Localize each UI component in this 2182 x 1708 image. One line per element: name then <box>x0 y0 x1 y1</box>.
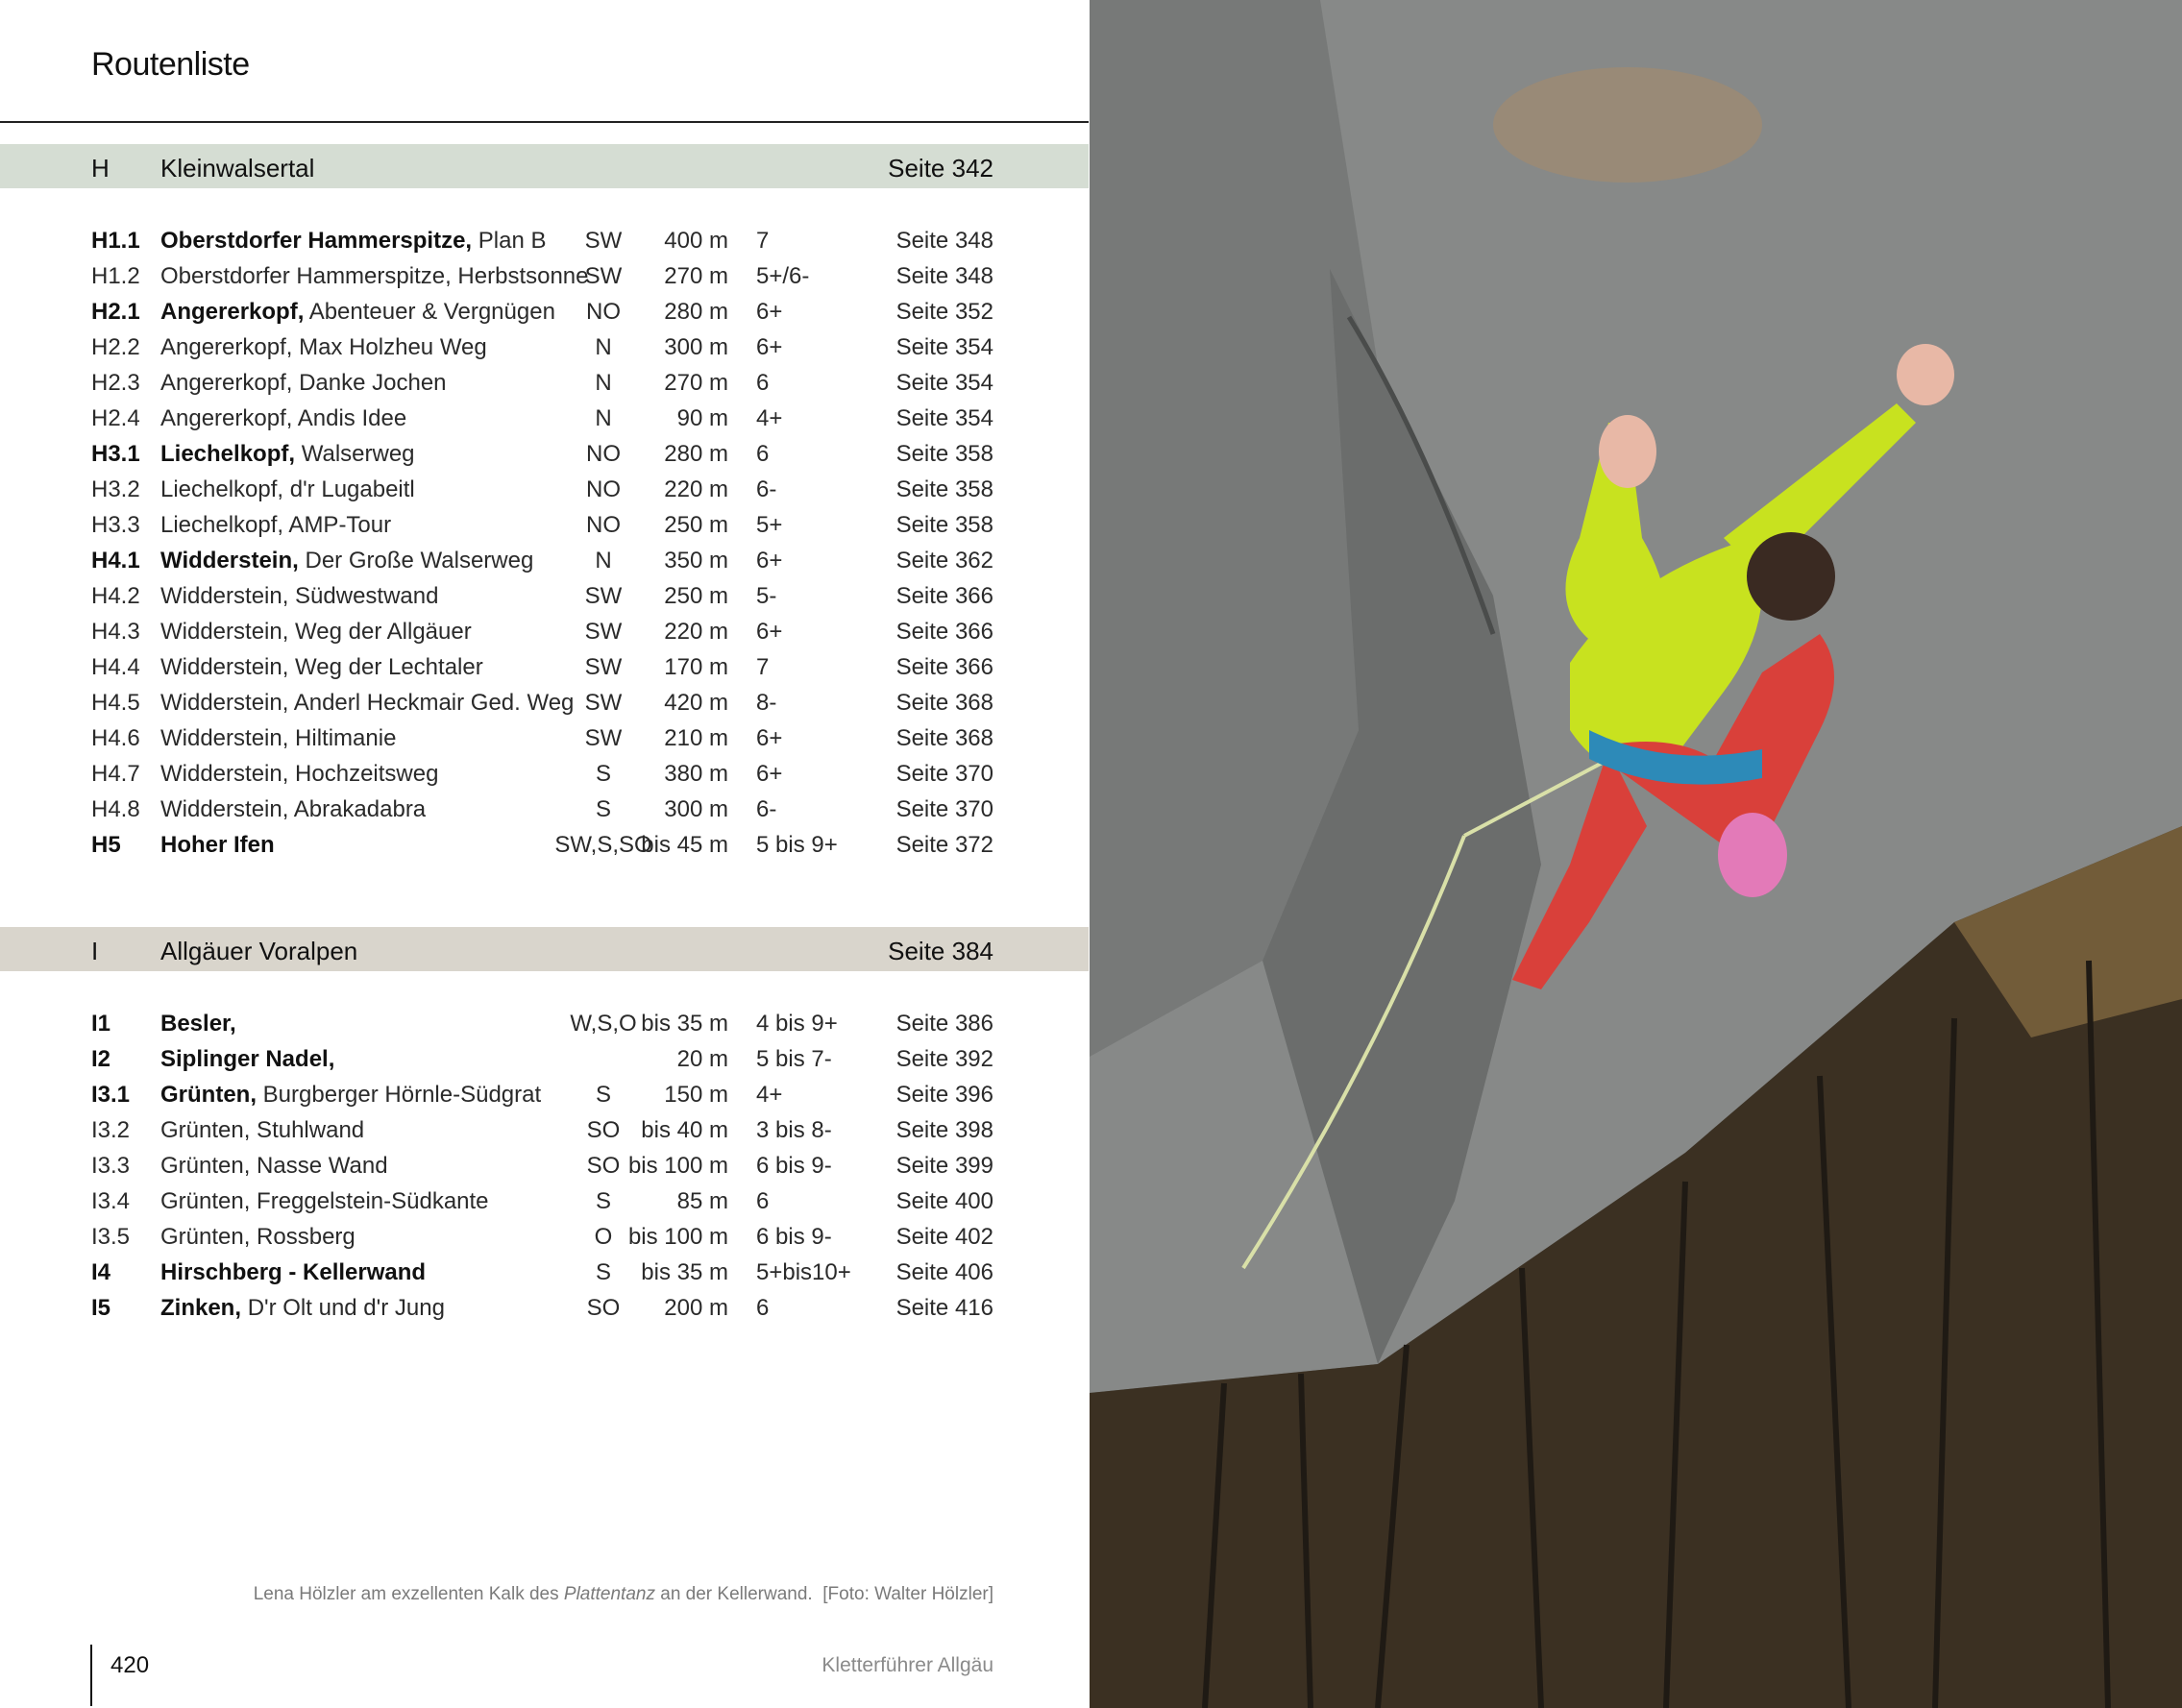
route-direction: N <box>595 548 612 573</box>
route-name <box>160 1112 364 1148</box>
route-title: Liechelkopf, d'r Lugabeitl <box>160 476 415 502</box>
route-direction: N <box>595 370 612 396</box>
route-page: Seite 370 <box>895 761 993 787</box>
route-grade: 5+ <box>756 512 783 538</box>
route-id: H5 <box>91 832 121 858</box>
route-grade: 7 <box>756 228 770 254</box>
route-row <box>0 756 1089 792</box>
route-page: Seite 396 <box>895 1082 993 1108</box>
route-grade: 6 <box>756 441 770 467</box>
route-id: I3.1 <box>91 1082 131 1108</box>
route-title: Abenteuer & Vergnügen <box>308 299 555 325</box>
section-code: H <box>91 154 110 183</box>
route-title: Angererkopf, Danke Jochen <box>160 370 447 396</box>
route-name <box>160 1041 334 1077</box>
route-row <box>0 294 1089 329</box>
route-grade: 5- <box>756 583 777 609</box>
route-grade: 4 bis 9+ <box>756 1011 838 1037</box>
route-row <box>0 1077 1089 1112</box>
route-length: 200 m <box>664 1295 728 1321</box>
route-massif: Zinken, <box>160 1295 242 1321</box>
route-name <box>160 792 426 827</box>
route-massif: Liechelkopf, <box>160 441 296 467</box>
caption-text: Lena Hölzler am exzellenten Kalk des <box>253 1584 559 1604</box>
section-code: I <box>91 937 99 965</box>
route-grade: 6+ <box>756 725 783 751</box>
route-direction: NO <box>586 299 621 325</box>
route-title: D'r Olt und d'r Jung <box>247 1295 445 1321</box>
route-name <box>160 294 555 329</box>
route-id: H4.6 <box>91 725 140 751</box>
route-row <box>0 685 1089 720</box>
route-length: 270 m <box>664 370 728 396</box>
route-length: bis 35 m <box>641 1011 728 1037</box>
route-title: Widderstein, Südwestwand <box>160 583 439 609</box>
route-name <box>160 685 574 720</box>
route-page: Seite 386 <box>895 1011 993 1037</box>
route-title: Grünten, Freggelstein-Südkante <box>160 1188 489 1214</box>
route-name <box>160 401 406 436</box>
route-direction: SW <box>584 583 623 609</box>
route-id: H1.1 <box>91 228 140 254</box>
route-name <box>160 365 447 401</box>
route-name <box>160 436 415 472</box>
route-massif: Siplinger Nadel, <box>160 1046 335 1072</box>
route-id: H4.4 <box>91 654 140 680</box>
route-row <box>0 1041 1089 1077</box>
route-length: 270 m <box>664 263 728 289</box>
route-length: 210 m <box>664 725 728 751</box>
route-row <box>0 827 1089 863</box>
route-row <box>0 1219 1089 1255</box>
route-title: Grünten, Rossberg <box>160 1224 355 1250</box>
route-massif: Grünten, <box>160 1082 257 1108</box>
route-page: Seite 358 <box>895 476 993 502</box>
route-direction: SO <box>586 1295 621 1321</box>
route-page: Seite 348 <box>895 263 993 289</box>
route-direction: NO <box>586 441 621 467</box>
route-length: bis 35 m <box>641 1259 728 1285</box>
route-row <box>0 1006 1089 1041</box>
route-id: I5 <box>91 1295 111 1321</box>
route-length: 20 m <box>676 1046 728 1072</box>
route-length: bis 45 m <box>641 832 728 858</box>
route-page: Seite 392 <box>895 1046 993 1072</box>
route-grade: 3 bis 8- <box>756 1117 832 1143</box>
route-name <box>160 1148 388 1183</box>
route-length: 280 m <box>664 441 728 467</box>
route-title: Walserweg <box>301 441 415 467</box>
section-header <box>0 144 1089 188</box>
route-name <box>160 720 396 756</box>
route-row <box>0 1148 1089 1183</box>
route-direction: SW,S,SO <box>554 832 652 858</box>
route-page: Seite 366 <box>895 583 993 609</box>
route-grade: 4+ <box>756 405 783 431</box>
route-massif: Hoher Ifen <box>160 832 275 858</box>
route-grade: 7 <box>756 654 770 680</box>
route-massif: Hirschberg - Kellerwand <box>160 1259 427 1285</box>
route-name <box>160 756 438 792</box>
route-direction: SO <box>586 1153 621 1179</box>
route-grade: 6 <box>756 1188 770 1214</box>
route-name <box>160 223 546 258</box>
route-id: I3.4 <box>91 1188 131 1214</box>
route-title: Grünten, Stuhlwand <box>160 1117 365 1143</box>
route-direction: S <box>595 796 611 822</box>
route-direction: SW <box>584 619 623 645</box>
route-row <box>0 401 1089 436</box>
route-id: H4.5 <box>91 690 140 716</box>
route-title: Liechelkopf, AMP-Tour <box>160 512 392 538</box>
route-length: 85 m <box>676 1188 728 1214</box>
route-id: H2.3 <box>91 370 140 396</box>
route-title: Widderstein, Abrakadabra <box>160 796 427 822</box>
route-direction: S <box>595 761 611 787</box>
route-direction: SW <box>584 228 623 254</box>
route-length: 350 m <box>664 548 728 573</box>
route-row <box>0 1112 1089 1148</box>
route-id: H4.7 <box>91 761 140 787</box>
route-row <box>0 436 1089 472</box>
route-length: 420 m <box>664 690 728 716</box>
route-direction: S <box>595 1082 611 1108</box>
route-direction: SW <box>584 263 623 289</box>
route-name <box>160 1006 236 1041</box>
route-length: bis 100 m <box>627 1224 728 1250</box>
route-page: Seite 399 <box>895 1153 993 1179</box>
route-row <box>0 472 1089 507</box>
route-grade: 6+ <box>756 334 783 360</box>
route-id: H2.2 <box>91 334 140 360</box>
book-title: Kletterführer Allgäu <box>821 1654 993 1676</box>
route-massif: Widderstein, <box>160 548 299 573</box>
route-grade: 5 bis 9+ <box>756 832 838 858</box>
route-page: Seite 370 <box>895 796 993 822</box>
route-id: H3.1 <box>91 441 140 467</box>
route-row <box>0 258 1089 294</box>
route-title: Angererkopf, Max Holzheu Weg <box>160 334 487 360</box>
route-title: Widderstein, Hiltimanie <box>160 725 397 751</box>
route-grade: 6 <box>756 1295 770 1321</box>
route-direction: N <box>595 405 612 431</box>
route-grade: 4+ <box>756 1082 783 1108</box>
route-direction: NO <box>586 476 621 502</box>
caption-credit: [Foto: Walter Hölzler] <box>822 1584 993 1604</box>
route-length: 90 m <box>676 405 728 431</box>
route-page: Seite 368 <box>895 725 993 751</box>
route-grade: 8- <box>756 690 777 716</box>
title-rule <box>0 121 1089 123</box>
route-name <box>160 1077 541 1112</box>
route-row <box>0 329 1089 365</box>
route-id: H2.1 <box>91 299 140 325</box>
route-length: 170 m <box>664 654 728 680</box>
route-length: bis 40 m <box>641 1117 728 1143</box>
route-row <box>0 614 1089 649</box>
section-name: Allgäuer Voralpen <box>160 937 358 965</box>
route-name <box>160 507 391 543</box>
route-name <box>160 1290 445 1326</box>
climber-photo <box>1090 0 2182 1708</box>
route-direction: W,S,O <box>570 1011 637 1037</box>
section-page: Seite 384 <box>888 937 993 965</box>
route-grade: 5+bis10+ <box>756 1259 851 1285</box>
route-row <box>0 507 1089 543</box>
route-page: Seite 358 <box>895 441 993 467</box>
page-number: 420 <box>110 1652 150 1678</box>
route-length: 250 m <box>664 512 728 538</box>
route-length: 150 m <box>664 1082 728 1108</box>
route-row <box>0 223 1089 258</box>
route-title: Burgberger Hörnle-Südgrat <box>262 1082 542 1108</box>
route-massif: Besler, <box>160 1011 236 1037</box>
route-title: Grünten, Nasse Wand <box>160 1153 388 1179</box>
route-id: H1.2 <box>91 263 140 289</box>
route-length: 250 m <box>664 583 728 609</box>
route-grade: 5+/6- <box>756 263 810 289</box>
route-row <box>0 1183 1089 1219</box>
route-length: 280 m <box>664 299 728 325</box>
route-title: Plan B <box>478 228 547 254</box>
route-name <box>160 1219 355 1255</box>
section-name: Kleinwalsertal <box>160 154 315 183</box>
route-page: Seite 416 <box>895 1295 993 1321</box>
route-direction: SW <box>584 654 623 680</box>
route-grade: 6 bis 9- <box>756 1224 832 1250</box>
route-id: I3.3 <box>91 1153 131 1179</box>
route-id: H4.2 <box>91 583 140 609</box>
route-direction: SW <box>584 690 623 716</box>
route-page: Seite 368 <box>895 690 993 716</box>
route-grade: 6+ <box>756 619 783 645</box>
route-name <box>160 827 275 863</box>
route-length: 300 m <box>664 796 728 822</box>
route-id: I1 <box>91 1011 111 1037</box>
route-title: Angererkopf, Andis Idee <box>160 405 407 431</box>
route-page: Seite 354 <box>895 370 993 396</box>
route-page: Seite 366 <box>895 619 993 645</box>
route-grade: 6+ <box>756 299 783 325</box>
page-title: Routenliste <box>91 46 250 83</box>
section-header <box>0 927 1089 971</box>
route-row <box>0 543 1089 578</box>
route-name <box>160 649 483 685</box>
route-id: I3.2 <box>91 1117 131 1143</box>
route-name <box>160 578 438 614</box>
route-direction: N <box>595 334 612 360</box>
route-grade: 5 bis 7- <box>756 1046 832 1072</box>
route-id: H4.3 <box>91 619 140 645</box>
route-name <box>160 258 589 294</box>
route-page: Seite 366 <box>895 654 993 680</box>
route-grade: 6 bis 9- <box>756 1153 832 1179</box>
route-title: Der Große Walserweg <box>305 548 534 573</box>
route-length: 300 m <box>664 334 728 360</box>
footer-rule <box>90 1645 92 1706</box>
route-row <box>0 649 1089 685</box>
route-id: I4 <box>91 1259 111 1285</box>
route-page: Seite 358 <box>895 512 993 538</box>
route-id: I3.5 <box>91 1224 131 1250</box>
route-page: Seite 352 <box>895 299 993 325</box>
section-page: Seite 342 <box>888 154 993 183</box>
route-title: Widderstein, Weg der Allgäuer <box>160 619 472 645</box>
route-page: Seite 354 <box>895 405 993 431</box>
route-direction: SO <box>586 1117 621 1143</box>
route-row <box>0 1255 1089 1290</box>
route-page: Seite 400 <box>895 1188 993 1214</box>
route-grade: 6+ <box>756 548 783 573</box>
route-page: Seite 398 <box>895 1117 993 1143</box>
route-title: Widderstein, Anderl Heckmair Ged. Weg <box>160 690 575 716</box>
route-page: Seite 354 <box>895 334 993 360</box>
route-name <box>160 1255 426 1290</box>
route-row <box>0 792 1089 827</box>
route-id: H4.8 <box>91 796 140 822</box>
route-row <box>0 720 1089 756</box>
route-id: H2.4 <box>91 405 140 431</box>
route-direction: NO <box>586 512 621 538</box>
route-length: 400 m <box>664 228 728 254</box>
route-massif: Oberstdorfer Hammerspitze, <box>160 228 473 254</box>
route-title: Widderstein, Weg der Lechtaler <box>160 654 483 680</box>
route-page: Seite 406 <box>895 1259 993 1285</box>
route-page: Seite 372 <box>895 832 993 858</box>
route-name <box>160 472 415 507</box>
route-page: Seite 402 <box>895 1224 993 1250</box>
climber-photo-illustration <box>1090 0 2182 1708</box>
route-grade: 6- <box>756 796 777 822</box>
route-name <box>160 543 533 578</box>
route-id: H3.3 <box>91 512 140 538</box>
caption-route-name: Plattentanz <box>563 1584 655 1604</box>
route-grade: 6 <box>756 370 770 396</box>
left-page <box>0 0 1089 1708</box>
route-name <box>160 1183 489 1219</box>
route-length: 220 m <box>664 619 728 645</box>
route-massif: Angererkopf, <box>160 299 305 325</box>
route-id: I2 <box>91 1046 111 1072</box>
route-page: Seite 362 <box>895 548 993 573</box>
route-name <box>160 329 487 365</box>
route-title: Oberstdorfer Hammerspitze, Herbstsonne <box>160 263 589 289</box>
route-length: 220 m <box>664 476 728 502</box>
route-page: Seite 348 <box>895 228 993 254</box>
route-direction: S <box>595 1259 611 1285</box>
route-id: H4.1 <box>91 548 140 573</box>
rock-stain <box>1493 67 1762 183</box>
route-direction: S <box>595 1188 611 1214</box>
caption-text-end: an der Kellerwand. <box>660 1584 813 1604</box>
photo-caption <box>254 1584 993 1605</box>
route-direction: SW <box>584 725 623 751</box>
route-grade: 6+ <box>756 761 783 787</box>
route-row <box>0 1290 1089 1326</box>
route-name <box>160 614 472 649</box>
route-title: Widderstein, Hochzeitsweg <box>160 761 439 787</box>
route-length: 380 m <box>664 761 728 787</box>
route-grade: 6- <box>756 476 777 502</box>
route-length: bis 100 m <box>627 1153 728 1179</box>
route-row <box>0 365 1089 401</box>
route-direction: O <box>594 1224 613 1250</box>
route-id: H3.2 <box>91 476 140 502</box>
route-row <box>0 578 1089 614</box>
